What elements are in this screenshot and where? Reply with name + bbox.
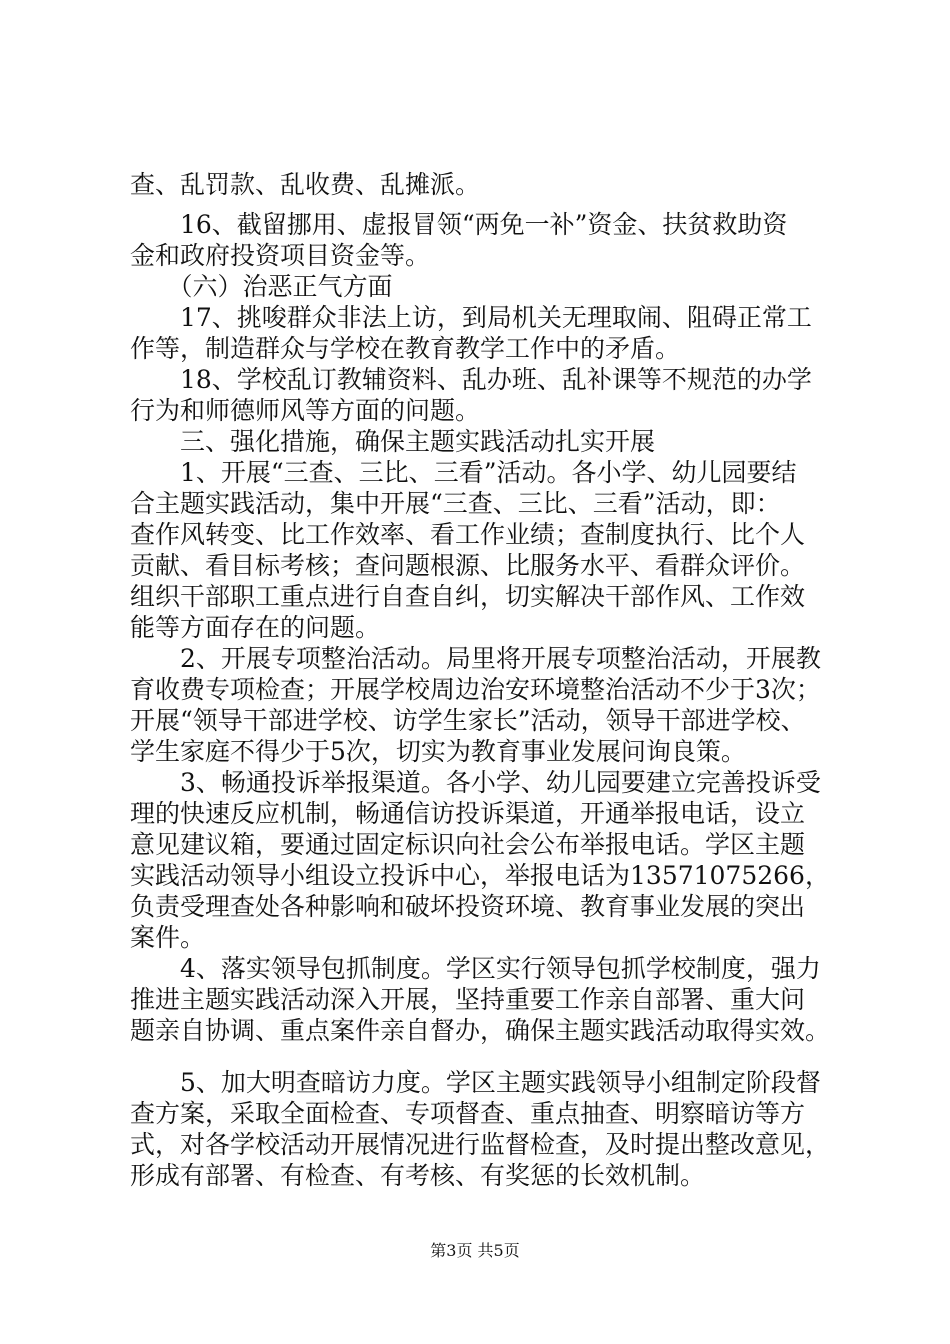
text-line: 组织干部职工重点进行自查自纠，切实解决干部作风、工作效	[130, 582, 806, 611]
text-line: 贡献、看目标考核；查问题根源、比服务水平、看群众评价。	[130, 551, 806, 580]
text-line: 1、开展“三查、三比、三看”活动。各小学、幼儿园要结	[130, 458, 797, 487]
text-line: 16、截留挪用、虚报冒领“两免一补”资金、扶贫救助资	[130, 210, 788, 239]
text-line: 查方案，采取全面检查、专项督查、重点抽查、明察暗访等方	[130, 1099, 806, 1128]
text-line: 推进主题实践活动深入开展，坚持重要工作亲自部署、重大问	[130, 985, 806, 1014]
text-line: 2、开展专项整治活动。局里将开展专项整治活动，开展教	[130, 644, 821, 673]
text-line: 18、学校乱订教辅资料、乱办班、乱补课等不规范的办学	[130, 365, 812, 394]
text-line: 三、强化措施，确保主题实践活动扎实开展	[130, 427, 656, 456]
text-line: 理的快速反应机制，畅通信访投诉渠道，开通举报电话，设立	[130, 799, 806, 828]
text-line: 查作风转变、比工作效率、看工作业绩；查制度执行、比个人	[130, 520, 806, 549]
text-line: 学生家庭不得少于5次，切实为教育事业发展问询良策。	[130, 737, 746, 766]
text-line: 5、加大明查暗访力度。学区主题实践领导小组制定阶段督	[130, 1068, 821, 1097]
page-footer: 第3页 共5页	[430, 1241, 520, 1260]
text-line: 开展“领导干部进学校、访学生家长”活动，领导干部进学校、	[130, 706, 806, 735]
text-line: 意见建议箱，要通过固定标识向社会公布举报电话。学区主题	[130, 830, 806, 859]
text-line: 3、畅通投诉举报渠道。各小学、幼儿园要建立完善投诉受	[130, 768, 821, 797]
text-line: 形成有部署、有检查、有考核、有奖惩的长效机制。	[130, 1161, 706, 1190]
text-line: 金和政府投资项目资金等。	[130, 241, 431, 270]
text-line: 实践活动领导小组设立投诉中心，举报电话为13571075266，	[130, 861, 830, 890]
text-line: 育收费专项检查；开展学校周边治安环境整治活动不少于3次；	[130, 675, 821, 704]
text-line: 行为和师德师风等方面的问题。	[130, 396, 481, 425]
text-line: 题亲自协调、重点案件亲自督办，确保主题实践活动取得实效。	[130, 1016, 831, 1045]
text-line: （六）治恶正气方面	[130, 272, 393, 301]
text-line: 17、挑唆群众非法上访，到局机关无理取闹、阻碍正常工	[130, 303, 812, 332]
text-line: 4、落实领导包抓制度。学区实行领导包抓学校制度，强力	[130, 954, 821, 983]
text-line: 作等，制造群众与学校在教育教学工作中的矛盾。	[130, 334, 681, 363]
text-line: 合主题实践活动，集中开展“三查、三比、三看”活动，即：	[130, 489, 781, 518]
text-line: 能等方面存在的问题。	[130, 613, 381, 642]
text-line: 负责受理查处各种影响和破坏投资环境、教育事业发展的突出	[130, 892, 806, 921]
text-line: 查、乱罚款、乱收费、乱摊派。	[130, 170, 481, 199]
text-line: 案件。	[130, 923, 206, 952]
text-line: 式，对各学校活动开展情况进行监督检查，及时提出整改意见，	[130, 1130, 831, 1159]
